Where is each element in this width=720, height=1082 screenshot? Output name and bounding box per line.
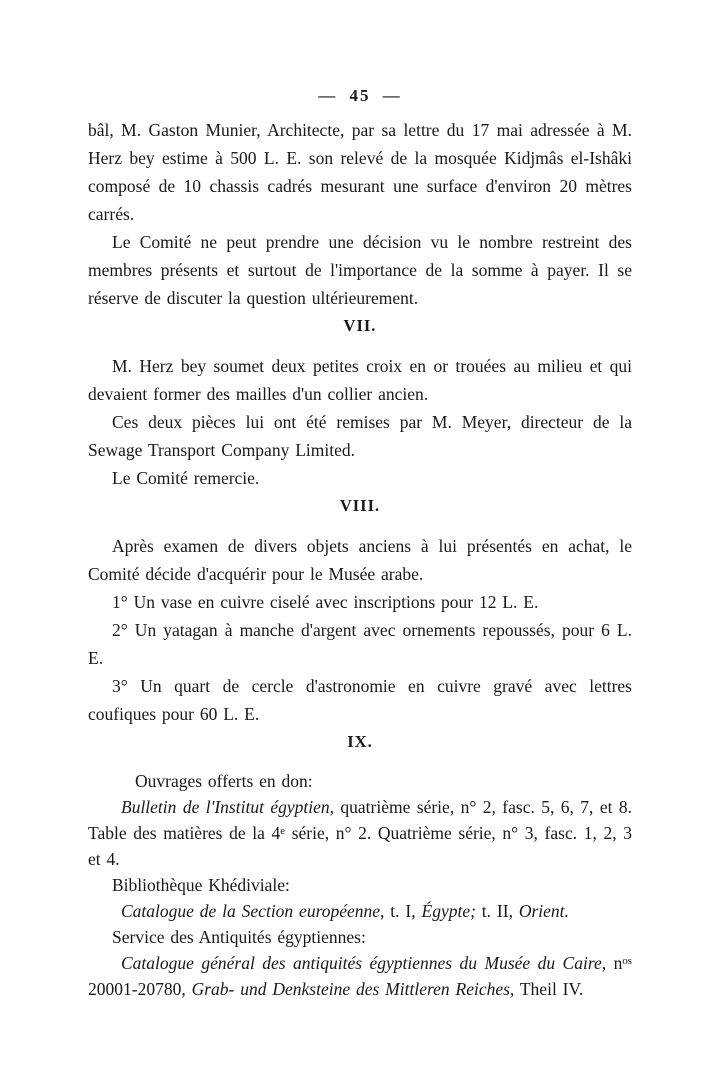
text-run: Ouvrages offerts en don: bbox=[135, 771, 313, 791]
text-run: Orient. bbox=[518, 901, 569, 921]
section-heading: VIII. bbox=[339, 496, 381, 515]
text-run: 20001-20780, bbox=[88, 979, 192, 999]
text-run: Le Comité ne peut prendre une décision vu le nombre restreint des membres présents et surtout de l'importance de la somme à payer. Il se réserve de discuter la question ultérieurement. bbox=[88, 232, 632, 308]
paragraph bbox=[88, 408, 632, 464]
text-run: M. Herz bey soumet deux petites croix en or trouées au milieu et qui devaient former des mailles d'un collier ancien. bbox=[88, 356, 632, 404]
paragraph bbox=[88, 616, 632, 672]
text-run: t. II, bbox=[475, 901, 519, 921]
paragraph bbox=[88, 794, 632, 872]
text-run: Catalogue de la Section européenne, bbox=[121, 901, 385, 921]
text-run: Theil IV. bbox=[514, 979, 584, 999]
text-run: Égypte; bbox=[421, 901, 476, 921]
paragraph bbox=[88, 872, 632, 898]
paragraph bbox=[88, 768, 632, 794]
paragraph bbox=[88, 898, 632, 924]
paragraph bbox=[88, 588, 632, 616]
section-heading: VII. bbox=[343, 316, 377, 335]
text-run: Le Comité remercie. bbox=[112, 468, 260, 488]
paragraph bbox=[88, 924, 632, 950]
text-run: t. I, bbox=[384, 901, 422, 921]
text-run: Grab- und Denksteine des Mittleren Reiches, bbox=[191, 979, 515, 999]
paragraph bbox=[88, 352, 632, 408]
text-run: Service des Antiquités égyptiennes: bbox=[112, 927, 366, 947]
page-number: — 45 — bbox=[318, 86, 402, 105]
document-content bbox=[88, 116, 632, 1002]
text-run: Après examen de divers objets anciens à lui présentés en achat, le Comité décide d'acquérir pour le Musée arabe. bbox=[88, 536, 632, 584]
text-run: e bbox=[280, 825, 286, 838]
text-run: Bibliothèque Khédiviale: bbox=[112, 875, 290, 895]
paragraph bbox=[88, 116, 632, 228]
text-run: 1° Un vase en cuivre ciselé avec inscriptions pour 12 L. E. bbox=[112, 592, 539, 612]
paragraph bbox=[88, 228, 632, 312]
text-run: Catalogue général des antiquités égyptiennes du Musée du Caire, bbox=[121, 953, 607, 973]
text-run: Ces deux pièces lui ont été remises par M. Meyer, directeur de la Sewage Transport Company Limited. bbox=[88, 412, 632, 460]
text-run: os bbox=[622, 955, 633, 968]
section-heading: IX. bbox=[347, 732, 373, 751]
text-run: n bbox=[606, 953, 623, 973]
paragraph bbox=[88, 532, 632, 588]
text-run: bâl, M. Gaston Munier, Architecte, par sa lettre du 17 mai adressée à M. Herz bey estime à 500 L. E. son relevé de la mosquée Kidjmâs el-Ishâki composé de 10 chassis cadrés mesurant une surface d'environ 20 mètres carrés. bbox=[88, 120, 632, 224]
text-run: 2° Un yatagan à manche d'argent avec ornements repoussés, pour 6 L. E. bbox=[88, 620, 632, 668]
text-run: quatrième série, n° 2, fasc. 5, 6, 7, et 8. Table des matières de la 4 bbox=[88, 797, 633, 843]
paragraph bbox=[88, 950, 632, 1002]
text-run: Bulletin de l'Institut égyptien, bbox=[121, 797, 334, 817]
paragraph bbox=[88, 464, 632, 492]
paragraph bbox=[88, 672, 632, 728]
text-run: 3° Un quart de cercle d'astronomie en cuivre gravé avec lettres coufiques pour 60 L. E. bbox=[88, 676, 632, 724]
text-run: série, n° 2. Quatrième série, n° 3, fasc. 1, 2, 3 et 4. bbox=[88, 823, 632, 869]
